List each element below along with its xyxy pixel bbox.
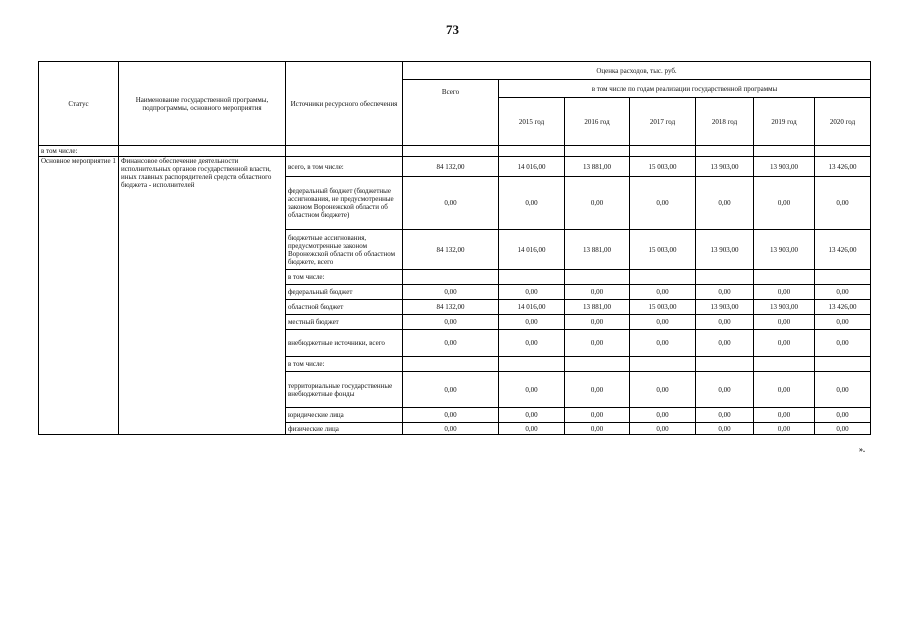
value-year: 0,00 <box>499 423 565 435</box>
value-year: 0,00 <box>565 315 630 330</box>
source-label: в том числе: <box>286 357 403 372</box>
value-year: 0,00 <box>754 423 815 435</box>
source-label: территориальные государственные внебюджетные фонды <box>286 372 403 408</box>
value-total: 84 132,00 <box>403 230 499 270</box>
value-year: 0,00 <box>696 330 754 357</box>
empty-cell <box>565 146 630 157</box>
empty-cell <box>815 146 871 157</box>
value-year: 0,00 <box>754 315 815 330</box>
value-year: 14 016,00 <box>499 157 565 177</box>
value-year: 13 426,00 <box>815 230 871 270</box>
value-total: 84 132,00 <box>403 300 499 315</box>
source-label: всего, в том числе: <box>286 157 403 177</box>
header-year-2015: 2015 год <box>499 98 565 146</box>
empty-cell <box>696 146 754 157</box>
value-year <box>565 357 630 372</box>
value-year: 0,00 <box>630 330 696 357</box>
value-year: 0,00 <box>630 423 696 435</box>
value-year <box>630 270 696 285</box>
value-total: 0,00 <box>403 315 499 330</box>
value-year: 0,00 <box>696 285 754 300</box>
value-year: 0,00 <box>696 372 754 408</box>
value-year: 13 881,00 <box>565 157 630 177</box>
header-year-2017: 2017 год <box>630 98 696 146</box>
page-number: 73 <box>446 22 459 37</box>
value-total: 0,00 <box>403 330 499 357</box>
value-year: 0,00 <box>499 330 565 357</box>
value-year: 0,00 <box>696 315 754 330</box>
source-label: в том числе: <box>286 270 403 285</box>
value-year: 0,00 <box>565 408 630 423</box>
value-year <box>815 357 871 372</box>
value-year <box>754 357 815 372</box>
program-name-cell: Финансовое обеспечение деятельности исполнительных органов государственной власти, иных главных распорядителей средств областного бюджета - исполнителей <box>119 157 286 435</box>
value-year: 0,00 <box>565 285 630 300</box>
value-year: 0,00 <box>565 330 630 357</box>
value-year: 0,00 <box>754 285 815 300</box>
value-year: 0,00 <box>815 423 871 435</box>
table-body <box>39 62 871 435</box>
header-by-years: в том числе по годам реализации государственной программы <box>499 80 871 98</box>
status-cell: Основное мероприятие 1 <box>39 157 119 435</box>
value-year: 15 003,00 <box>630 230 696 270</box>
value-total: 0,00 <box>403 177 499 230</box>
header-estimate: Оценка расходов, тыс. руб. <box>403 62 871 80</box>
empty-cell <box>754 146 815 157</box>
source-label: областной бюджет <box>286 300 403 315</box>
value-year: 13 903,00 <box>696 230 754 270</box>
empty-cell <box>499 146 565 157</box>
value-year: 0,00 <box>630 315 696 330</box>
table-row <box>39 157 871 177</box>
value-year <box>499 357 565 372</box>
value-year: 0,00 <box>815 315 871 330</box>
value-year: 13 881,00 <box>565 300 630 315</box>
value-year: 0,00 <box>696 408 754 423</box>
value-year <box>696 270 754 285</box>
value-total <box>403 270 499 285</box>
value-year: 0,00 <box>815 408 871 423</box>
value-year: 0,00 <box>696 423 754 435</box>
in-total-label: в том числе: <box>39 146 119 157</box>
source-label: местный бюджет <box>286 315 403 330</box>
value-total: 0,00 <box>403 372 499 408</box>
source-label: федеральный бюджет (бюджетные ассигнования, не предусмотренные законом Воронежской области об областном бюджете) <box>286 177 403 230</box>
value-year: 0,00 <box>499 315 565 330</box>
value-year: 15 003,00 <box>630 157 696 177</box>
empty-cell <box>119 146 286 157</box>
value-year <box>754 270 815 285</box>
header-program-name: Наименование государственной программы, подпрограммы, основного мероприятия <box>119 62 286 146</box>
budget-table <box>38 61 871 435</box>
value-year: 0,00 <box>565 372 630 408</box>
value-year: 0,00 <box>815 285 871 300</box>
value-year <box>499 270 565 285</box>
value-year: 0,00 <box>499 408 565 423</box>
empty-cell <box>286 146 403 157</box>
value-total <box>403 357 499 372</box>
value-year: 13 903,00 <box>754 157 815 177</box>
header-status: Статус <box>39 62 119 146</box>
value-year: 0,00 <box>815 177 871 230</box>
source-label: физические лица <box>286 423 403 435</box>
source-label: бюджетные ассигнования, предусмотренные законом Воронежской области об областном бюджете, всего <box>286 230 403 270</box>
value-year: 0,00 <box>565 177 630 230</box>
value-year: 0,00 <box>630 177 696 230</box>
value-year <box>630 357 696 372</box>
empty-cell <box>403 146 499 157</box>
value-year: 0,00 <box>499 285 565 300</box>
header-year-2016: 2016 год <box>565 98 630 146</box>
value-year: 13 426,00 <box>815 300 871 315</box>
value-year <box>696 357 754 372</box>
value-year: 13 903,00 <box>754 230 815 270</box>
value-year: 15 003,00 <box>630 300 696 315</box>
end-mark: ». <box>859 445 865 454</box>
source-label: федеральный бюджет <box>286 285 403 300</box>
value-year: 0,00 <box>696 177 754 230</box>
value-year: 0,00 <box>630 408 696 423</box>
value-year: 0,00 <box>499 177 565 230</box>
value-year: 0,00 <box>754 330 815 357</box>
value-year: 13 903,00 <box>696 157 754 177</box>
header-total: Всего <box>403 80 499 146</box>
value-year: 0,00 <box>565 423 630 435</box>
value-year: 14 016,00 <box>499 230 565 270</box>
value-total: 0,00 <box>403 408 499 423</box>
value-year: 0,00 <box>815 372 871 408</box>
value-total: 84 132,00 <box>403 157 499 177</box>
value-year: 0,00 <box>754 408 815 423</box>
source-label: юридические лица <box>286 408 403 423</box>
header-year-2018: 2018 год <box>696 98 754 146</box>
source-label: внебюджетные источники, всего <box>286 330 403 357</box>
value-year: 0,00 <box>630 285 696 300</box>
value-total: 0,00 <box>403 423 499 435</box>
value-year: 0,00 <box>754 372 815 408</box>
value-year: 0,00 <box>815 330 871 357</box>
header-year-2020: 2020 год <box>815 98 871 146</box>
value-year: 13 881,00 <box>565 230 630 270</box>
empty-cell <box>630 146 696 157</box>
value-year: 13 903,00 <box>696 300 754 315</box>
value-total: 0,00 <box>403 285 499 300</box>
value-year: 0,00 <box>754 177 815 230</box>
header-year-2019: 2019 год <box>754 98 815 146</box>
value-year: 0,00 <box>630 372 696 408</box>
value-year <box>815 270 871 285</box>
value-year: 13 426,00 <box>815 157 871 177</box>
value-year <box>565 270 630 285</box>
value-year: 14 016,00 <box>499 300 565 315</box>
value-year: 13 903,00 <box>754 300 815 315</box>
value-year: 0,00 <box>499 372 565 408</box>
header-sources: Источники ресурсного обеспечения <box>286 62 403 146</box>
